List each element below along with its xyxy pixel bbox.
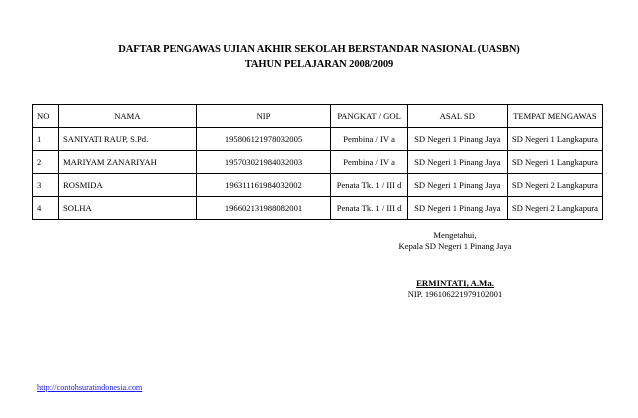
table-row <box>33 128 603 151</box>
table-row <box>33 151 603 174</box>
supervisor-table <box>32 104 603 220</box>
table-row <box>33 197 603 220</box>
cell-no: 3 <box>33 174 59 197</box>
cell-place: SD Negeri 2 Langkapura <box>507 174 602 197</box>
cell-place: SD Negeri 1 Langkapura <box>507 151 602 174</box>
cell-name: SANIYATI RAUP, S.Pd. <box>59 128 197 151</box>
document-subtitle: TAHUN PELAJARAN 2008/2009 <box>244 59 394 70</box>
cell-nip: 195703021984032003 <box>196 151 331 174</box>
cell-name: ROSMIDA <box>59 174 197 197</box>
signature-acknowledged: Mengetahui, <box>433 230 477 240</box>
header-school: ASAL SD <box>407 105 507 128</box>
header-place: TEMPAT MENGAWAS <box>507 105 602 128</box>
header-rank: PANGKAT / GOL <box>331 105 407 128</box>
signature-name: ERMINTATI, A.Ma. <box>416 278 494 288</box>
footer-link[interactable]: http://contohsuratindonesia.com <box>37 383 143 392</box>
cell-nip: 196602131988082001 <box>196 197 331 220</box>
cell-place: SD Negeri 2 Langkapura <box>507 197 602 220</box>
cell-school: SD Negeri 1 Pinang Jaya <box>407 128 507 151</box>
cell-nip: 196311161984032002 <box>196 174 331 197</box>
table-row <box>33 174 603 197</box>
signature-position: Kepala SD Negeri 1 Pinang Jaya <box>398 241 512 251</box>
cell-no: 4 <box>33 197 59 220</box>
cell-nip: 195806121978032005 <box>196 128 331 151</box>
cell-no: 2 <box>33 151 59 174</box>
document-title: DAFTAR PENGAWAS UJIAN AKHIR SEKOLAH BERSTANDAR NASIONAL (UASBN) <box>118 44 520 55</box>
cell-no: 1 <box>33 128 59 151</box>
cell-rank: Penata Tk. 1 / III d <box>331 197 407 220</box>
cell-school: SD Negeri 1 Pinang Jaya <box>407 151 507 174</box>
header-name: NAMA <box>59 105 197 128</box>
cell-rank: Pembina / IV a <box>331 128 407 151</box>
table-header-row <box>33 105 603 128</box>
signature-nip: NIP. 196106221979102001 <box>407 289 503 299</box>
cell-school: SD Negeri 1 Pinang Jaya <box>407 174 507 197</box>
header-nip: NIP <box>196 105 331 128</box>
cell-school: SD Negeri 1 Pinang Jaya <box>407 197 507 220</box>
cell-rank: Pembina / IV a <box>331 151 407 174</box>
cell-name: SOLHA <box>59 197 197 220</box>
cell-place: SD Negeri 1 Langkapura <box>507 128 602 151</box>
cell-rank: Penata Tk. 1 / III d <box>331 174 407 197</box>
cell-name: MARIYAM ZANARIYAH <box>59 151 197 174</box>
header-no: NO <box>33 105 59 128</box>
